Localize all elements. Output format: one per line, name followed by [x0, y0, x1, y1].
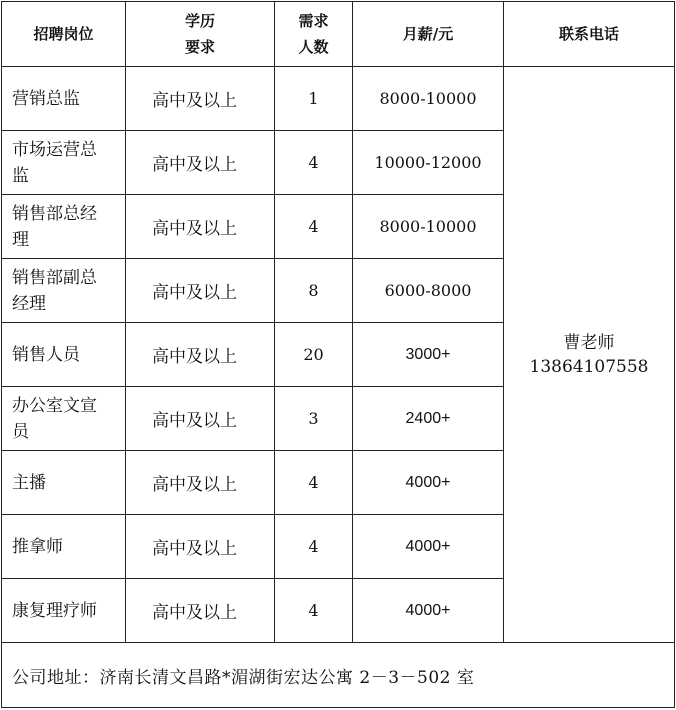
- count-cell: 4: [275, 515, 353, 579]
- count-cell: 4: [275, 131, 353, 195]
- count-cell: 4: [275, 451, 353, 515]
- position-cell: [2, 195, 126, 259]
- position-text: 销售人员: [12, 344, 80, 365]
- position-text: 营销总监: [12, 88, 80, 109]
- position-text: 员: [12, 421, 29, 442]
- education-cell: 高中及以上: [126, 323, 275, 387]
- salary-cell: 3000+: [353, 323, 504, 387]
- salary-cell: 2400+: [353, 387, 504, 451]
- salary-cell: 4000+: [353, 451, 504, 515]
- education-cell: 高中及以上: [126, 515, 275, 579]
- table-row: [2, 67, 675, 131]
- header-count-line1: 需求: [298, 12, 329, 30]
- position-text: 理: [12, 229, 29, 250]
- header-position: 招聘岗位: [2, 2, 126, 67]
- count-cell: 20: [275, 323, 353, 387]
- header-contact: 联系电话: [504, 2, 675, 67]
- header-salary: 月薪/元: [353, 2, 504, 67]
- position-text: 市场运营总: [12, 139, 97, 160]
- salary-cell: 8000-10000: [353, 67, 504, 131]
- position-cell: [2, 323, 126, 387]
- position-cell: [2, 67, 126, 131]
- recruitment-table: [1, 1, 675, 708]
- salary-cell: 8000-10000: [353, 195, 504, 259]
- contact-name: 曹老师: [563, 332, 615, 353]
- count-cell: 4: [275, 195, 353, 259]
- position-text: 办公室文宣: [12, 395, 97, 416]
- contact-phone: 13864107558: [529, 356, 649, 377]
- position-text: 康复理疗师: [12, 600, 97, 621]
- education-cell: 高中及以上: [126, 195, 275, 259]
- header-count: [275, 2, 353, 67]
- position-cell: [2, 515, 126, 579]
- header-row: [2, 2, 675, 67]
- education-cell: 高中及以上: [126, 67, 275, 131]
- salary-cell: 4000+: [353, 515, 504, 579]
- position-text: 监: [12, 165, 29, 186]
- position-cell: [2, 259, 126, 323]
- position-cell: [2, 131, 126, 195]
- count-cell: 3: [275, 387, 353, 451]
- count-cell: 1: [275, 67, 353, 131]
- position-text: 主播: [12, 472, 46, 493]
- education-cell: 高中及以上: [126, 579, 275, 643]
- salary-cell: 10000-12000: [353, 131, 504, 195]
- contact-cell: [504, 67, 675, 643]
- position-cell: [2, 579, 126, 643]
- count-cell: 4: [275, 579, 353, 643]
- position-text: 销售部总经: [12, 203, 97, 224]
- position-cell: [2, 387, 126, 451]
- education-cell: 高中及以上: [126, 451, 275, 515]
- header-count-line2: 人数: [298, 38, 329, 56]
- salary-cell: 4000+: [353, 579, 504, 643]
- header-education: [126, 2, 275, 67]
- education-cell: 高中及以上: [126, 259, 275, 323]
- address-row: [2, 643, 675, 708]
- position-text: 推拿师: [12, 536, 63, 557]
- salary-cell: 6000-8000: [353, 259, 504, 323]
- company-address: 公司地址：济南长清文昌路*湄湖街宏达公寓 2－3－502 室: [2, 643, 675, 708]
- header-education-line2: 要求: [184, 38, 215, 56]
- education-cell: 高中及以上: [126, 131, 275, 195]
- education-cell: 高中及以上: [126, 387, 275, 451]
- header-education-line1: 学历: [184, 12, 215, 30]
- position-cell: [2, 451, 126, 515]
- position-text: 经理: [12, 293, 46, 314]
- count-cell: 8: [275, 259, 353, 323]
- position-text: 销售部副总: [12, 267, 97, 288]
